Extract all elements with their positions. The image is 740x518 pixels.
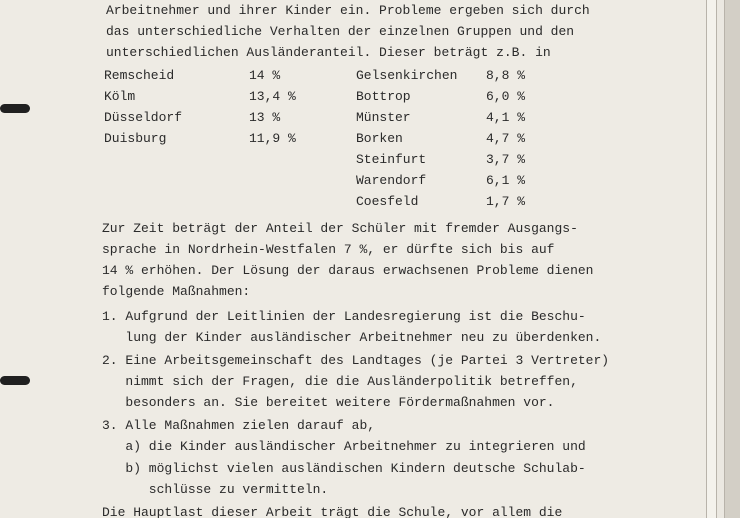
- city-value: 13 %: [249, 110, 281, 125]
- binder-ring-top: [0, 104, 30, 113]
- body-line: schlüsse zu vermitteln.: [102, 482, 329, 497]
- city-value: 6,0 %: [486, 89, 526, 104]
- body-line: 1. Aufgrund der Leitlinien der Landesregierung ist die Beschu-: [102, 309, 586, 324]
- binder-ring-bottom: [0, 376, 30, 385]
- body-line: b) möglichst vielen ausländischen Kindern deutsche Schulab-: [102, 461, 586, 476]
- city-value: 8,8 %: [486, 68, 526, 83]
- body-line: Zur Zeit beträgt der Anteil der Schüler mit fremder Ausgangs-: [102, 221, 578, 236]
- city-value: 6,1 %: [486, 173, 526, 188]
- city-name: Bottrop: [356, 89, 411, 104]
- city-value: 14 %: [249, 68, 281, 83]
- body-line: Die Hauptlast dieser Arbeit trägt die Schule, vor allem die: [102, 505, 563, 518]
- city-value: 3,7 %: [486, 152, 526, 167]
- binder-edge: [724, 0, 740, 518]
- body-line: folgende Maßnahmen:: [102, 284, 251, 299]
- city-name: Coesfeld: [356, 194, 419, 209]
- city-value: 1,7 %: [486, 194, 526, 209]
- city-name: Düsseldorf: [104, 110, 183, 125]
- body-line: a) die Kinder ausländischer Arbeitnehmer zu integrieren und: [102, 439, 586, 454]
- city-value: 4,7 %: [486, 131, 526, 146]
- city-value: 11,9 %: [249, 131, 296, 146]
- body-line: 2. Eine Arbeitsgemeinschaft des Landtages (je Partei 3 Vertreter): [102, 353, 610, 368]
- body-line: 3. Alle Maßnahmen zielen darauf ab,: [102, 418, 376, 433]
- city-value: 13,4 %: [249, 89, 296, 104]
- city-name: Steinfurt: [356, 152, 427, 167]
- body-line: 14 % erhöhen. Der Lösung der daraus erwachsenen Probleme dienen: [102, 263, 594, 278]
- intro-line: das unterschiedliche Verhalten der einzelnen Gruppen und den: [106, 24, 575, 39]
- city-name: Münster: [356, 110, 411, 125]
- city-name: Gelsenkirchen: [356, 68, 458, 83]
- intro-line: Arbeitnehmer und ihrer Kinder ein. Probleme ergeben sich durch: [106, 3, 590, 18]
- city-name: Remscheid: [104, 68, 175, 83]
- city-name: Kölm: [104, 89, 136, 104]
- city-name: Borken: [356, 131, 403, 146]
- body-line: sprache in Nordrhein-Westfalen 7 %, er dürfte sich bis auf: [102, 242, 555, 257]
- body-line: besonders an. Sie bereitet weitere Fördermaßnahmen vor.: [102, 395, 555, 410]
- city-value: 4,1 %: [486, 110, 526, 125]
- city-name: Warendorf: [356, 173, 427, 188]
- intro-line: unterschiedlichen Ausländeranteil. Dieser beträgt z.B. in: [106, 45, 551, 60]
- body-line: lung der Kinder ausländischer Arbeitnehmer neu zu überdenken.: [102, 330, 602, 345]
- body-line: nimmt sich der Fragen, die die Ausländerpolitik betreffen,: [102, 374, 578, 389]
- city-name: Duisburg: [104, 131, 167, 146]
